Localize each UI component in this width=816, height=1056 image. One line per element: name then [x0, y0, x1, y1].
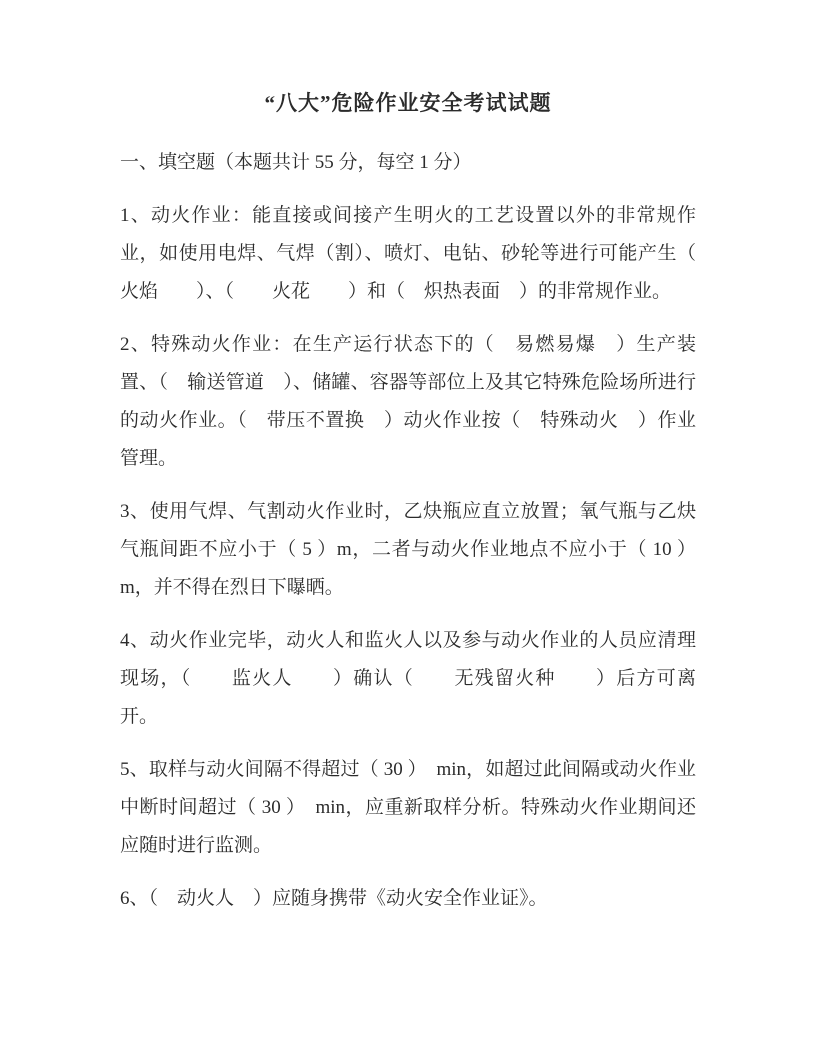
document-title: “八大”危险作业安全考试试题: [264, 91, 552, 115]
question-item-3: 3、使用气焊、气割动火作业时，乙炔瓶应直立放置；氧气瓶与乙炔气瓶间距不应小于（ 5 ）m，二者与动火作业地点不应小于（ 10 ）m，并不得在烈日下曝晒。: [120, 501, 696, 598]
question-item-1: 1、动火作业：能直接或间接产生明火的工艺设置以外的非常规作业，如使用电焊、气焊（割）、喷灯、电钻、砂轮等进行可能产生（ 火焰 ）、（ 火花 ）和（ 炽热表面 ）的非常规作业。: [120, 205, 735, 302]
question-item-6: 6、（ 动火人 ）应随身携带《动火安全作业证》。: [120, 888, 548, 909]
question-item-2: 2、特殊动火作业：在生产运行状态下的（ 易燃易爆 ）生产装置、（ 输送管道 ）、储罐、容器等部位上及其它特殊危险场所进行的动火作业。（ 带压不置换 ）动火作业按（ 特殊动火 ）作业管理。: [120, 334, 696, 469]
question-item-4: 4、动火作业完毕，动火人和监火人以及参与动火作业的人员应清理现场，（ 监火人 ）确认（ 无残留火种 ）后方可离开。: [120, 630, 696, 727]
question-item-5: 5、取样与动火间隔不得超过（ 30 ） min，如超过此间隔或动火作业中断时间超过（ 30 ） min，应重新取样分析。特殊动火作业期间还应随时进行监测。: [120, 759, 696, 856]
section-heading: 一、填空题（本题共计 55 分，每空 1 分）: [120, 152, 472, 173]
